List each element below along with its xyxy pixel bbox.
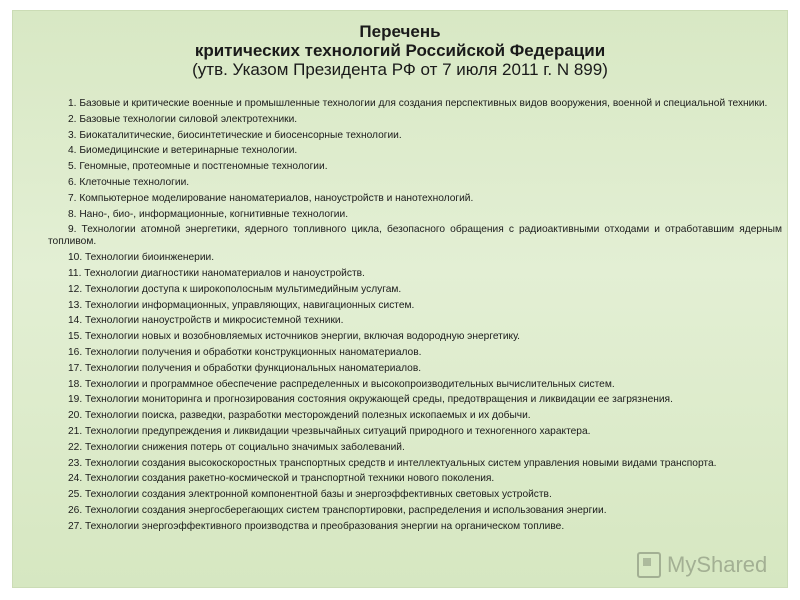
list-item: 26. Технологии создания энергосберегающих систем транспортировки, распределения и использования энергии. bbox=[68, 504, 607, 516]
list-item: 23. Технологии создания высокоскоростных транспортных средств и интеллектуальных систем управления новыми видами транспорта. bbox=[68, 457, 717, 469]
watermark-logo-icon bbox=[637, 552, 661, 578]
list-item: 4. Биомедицинские и ветеринарные технологии. bbox=[68, 145, 298, 157]
list-item: 27. Технологии энергоэффективного производства и преобразования энергии на органическом топливе. bbox=[68, 520, 565, 532]
document-title bbox=[12, 22, 788, 80]
list-item: 3. Биокаталитические, биосинтетические и биосенсорные технологии. bbox=[68, 129, 402, 141]
list-item: 9. Технологии атомной энергетики, ядерного топливного цикла, безопасного обращения с радиоактивными отходами и отработавшим ядерным топливом. bbox=[48, 224, 782, 248]
content-panel bbox=[12, 10, 788, 588]
list-item: 13. Технологии информационных, управляющих, навигационных систем. bbox=[68, 299, 415, 311]
list-item: 24. Технологии создания ракетно-космической и транспортной техники нового поколения. bbox=[68, 473, 495, 485]
watermark-text: MyShared bbox=[667, 552, 768, 577]
technology-list bbox=[48, 98, 782, 533]
list-item: 2. Базовые технологии силовой электротехники. bbox=[68, 113, 298, 125]
list-item: 21. Технологии предупреждения и ликвидации чрезвычайных ситуаций природного и техногенного характера. bbox=[68, 425, 591, 437]
title-line-3: (утв. Указом Президента РФ от 7 июля 2011 г. N 899) bbox=[192, 60, 608, 79]
list-item: 10. Технологии биоинженерии. bbox=[68, 252, 215, 264]
watermark bbox=[637, 552, 767, 578]
list-item: 20. Технологии поиска, разведки, разработки месторождений полезных ископаемых и их добычи. bbox=[68, 410, 531, 422]
list-item: 7. Компьютерное моделирование наноматериалов, наноустройств и нанотехнологий. bbox=[68, 192, 474, 204]
list-item: 17. Технологии получения и обработки функциональных наноматериалов. bbox=[68, 362, 422, 374]
title-line-1: Перечень bbox=[359, 22, 441, 41]
title-line-2: критических технологий Российской Федерации bbox=[194, 41, 606, 60]
list-item: 19. Технологии мониторинга и прогнозирования состояния окружающей среды, предотвращения и ликвидации ее загрязнения. bbox=[68, 394, 673, 406]
list-item: 15. Технологии новых и возобновляемых источников энергии, включая водородную энергетику. bbox=[68, 331, 520, 343]
list-item: 12. Технологии доступа к широкополосным мультимедийным услугам. bbox=[68, 283, 402, 295]
list-item: 8. Нано-, био-, информационные, когнитивные технологии. bbox=[68, 208, 349, 220]
list-item: 6. Клеточные технологии. bbox=[68, 176, 190, 188]
list-item: 25. Технологии создания электронной компонентной базы и энергоэффективных световых устройств. bbox=[68, 489, 552, 501]
list-item: 1. Базовые и критические военные и промышленные технологии для создания перспективных видов вооружения, военной и специальной техники. bbox=[68, 98, 768, 109]
list-item: 22. Технологии снижения потерь от социально значимых заболеваний. bbox=[68, 441, 405, 453]
list-item: 5. Геномные, протеомные и постгеномные технологии. bbox=[68, 161, 328, 173]
list-item: 18. Технологии и программное обеспечение распределенных и высокопроизводительных вычислительных систем. bbox=[68, 378, 615, 390]
list-item: 14. Технологии наноустройств и микросистемной техники. bbox=[68, 315, 344, 327]
list-item: 16. Технологии получения и обработки конструкционных наноматериалов. bbox=[68, 346, 422, 358]
list-item: 11. Технологии диагностики наноматериалов и наноустройств. bbox=[68, 267, 365, 279]
